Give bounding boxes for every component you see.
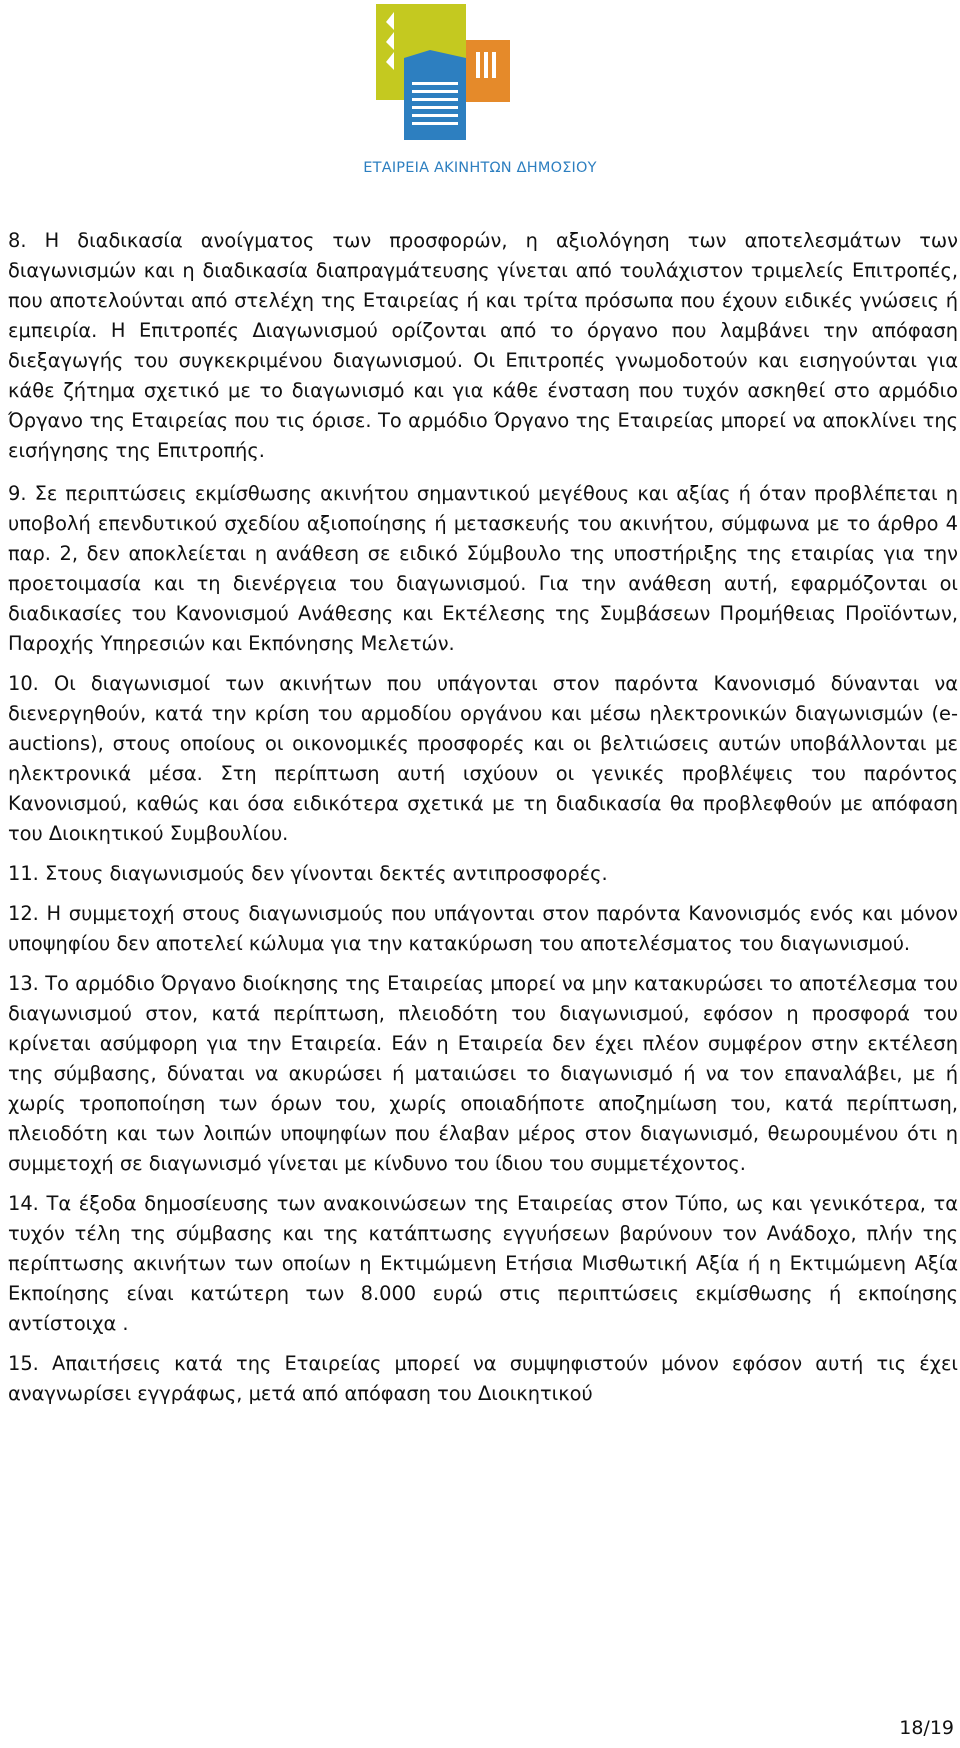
paragraph-11: 11. Στους διαγωνισμούς δεν γίνονται δεκτές αντιπροσφορές. [8, 862, 608, 885]
document-body [8, 226, 958, 1419]
logo-blue-house [404, 50, 466, 140]
paragraph-8: 8. Η διαδικασία ανοίγματος των προσφορών, η αξιολόγηση των αποτελεσμάτων των διαγωνισμών και η διαδικασία διαπραγμάτευσης γίνεται από τουλάχιστον τριμελείς Επιτροπές, που αποτελούνται από στελέχη της Εταιρείας ή και τρίτα πρόσωπα που έχουν ειδικές γνώσεις ή εμπειρία. Η Επιτροπές Διαγωνισμού ορίζονται από το όργανο που λαμβάνει την απόφαση διεξαγωγής του συγκεκριμένου διαγωνισμού. Οι Επιτροπές γνωμοδοτούν και εισηγούνται για κάθε ζήτημα σχετικό με το διαγωνισμό και για κάθε ένσταση που τυχόν ασκηθεί στο αρμόδιο Όργανο της Εταιρείας που τις όρισε. Το αρμόδιο Όργανο της Εταιρείας μπορεί να αποκλίνει της εισήγησης της Επιτροπής. [8, 229, 958, 462]
logo-mark-icon [350, 0, 610, 160]
logo-caption: ΕΤΑΙΡΕΙΑ ΑΚΙΝΗΤΩΝ ΔΗΜΟΣΙΟΥ [363, 160, 597, 176]
paragraph-9: 9. Σε περιπτώσεις εκμίσθωσης ακινήτου σημαντικού μεγέθους και αξίας ή όταν προβλέπεται η υποβολή επενδυτικού σχεδίου αξιοποίησης ή μετασκευής του ακινήτου, σύμφωνα με το άρθρο 4 παρ. 2, δεν αποκλείεται η ανάθεση σε ειδικό Σύμβουλο της υποστήριξης της εταιρίας για την προετοιμασία και τη διενέργεια του διαγωνισμού. Για την ανάθεση αυτή, εφαρμόζονται οι διαδικασίες του Κανονισμού Ανάθεσης και Εκτέλεσης της Συμβάσεων Προμήθειας Προϊόντων, Παροχής Υπηρεσιών και Εκπόνησης Μελετών. [8, 482, 958, 655]
paragraph-13: 13. Το αρμόδιο Όργανο διοίκησης της Εταιρείας μπορεί να μην κατακυρώσει το αποτέλεσμα του διαγωνισμού στον, κατά περίπτωση, πλειοδότη του διαγωνισμού, εφόσον η προσφορά του κρίνεται ασύμφορη για την Εταιρεία. Εάν η Εταιρεία δεν έχει πλέον συμφέρον στην εκτέλεση της σύμβασης, δύναται να ακυρώσει ή ματαιώσει το διαγωνισμό ή να τον επαναλάβει, με ή χωρίς τροποποίηση των όρων του, χωρίς οποιαδήποτε αποζημίωση του, κατά περίπτωση, πλειοδότη και των λοιπών υποψηφίων που έλαβαν μέρος στον διαγωνισμό, θεωρουμένου ότι η συμμετοχή σε διαγωνισμό γίνεται με κίνδυνο του ίδιου του συμμετέχοντος. [8, 972, 958, 1175]
page-number: 18/19 [899, 1717, 954, 1739]
paragraph-15: 15. Απαιτήσεις κατά της Εταιρείας μπορεί να συμψηφιστούν μόνον εφόσον αυτή τις έχει αναγνωρίσει εγγράφως, μετά από απόφαση του Διοικητικού [8, 1352, 958, 1405]
company-logo [350, 0, 610, 185]
paragraph-10: 10. Οι διαγωνισμοί των ακινήτων που υπάγονται στον παρόντα Κανονισμό δύνανται να διενεργηθούν, κατά την κρίση του αρμοδίου οργάνου και μέσω ηλεκτρονικών διαγωνισμών (e- auctions), στους οποίους οι οικονομικές προσφορές και οι βελτιώσεις αυτών υποβάλλονται με ηλεκτρονικά μέσα. Στη περίπτωση αυτή ισχύουν οι γενικές προβλέψεις του παρόντος Κανονισμού, καθώς και όσα ειδικότερα σχετικά με τη διαδικασία θα προβλεφθούν με απόφαση του Διοικητικού Συμβουλίου. [8, 672, 958, 845]
paragraph-12: 12. Η συμμετοχή στους διαγωνισμούς που υπάγονται στον παρόντα Κανονισμός ενός και μόνον υποψηφίου δεν αποτελεί κώλυμα για την κατακύρωση του αποτελέσματος του διαγωνισμού. [8, 902, 958, 955]
paragraph-14: 14. Τα έξοδα δημοσίευσης των ανακοινώσεων της Εταιρείας στον Τύπο, ως και γενικότερα, τα τυχόν τέλη της σύμβασης και της κατάπτωσης εγγυήσεων βαρύνουν τον Ανάδοχο, πλήν της περίπτωσης ακινήτων των οποίων η Εκτιμώμενη Ετήσια Μισθωτική Αξία ή η Εκτιμώμενη Αξία Εκποίησης είναι κατώτερη των 8.000 ευρώ στις περιπτώσεις εκμίσθωσης ή εκποίησης αντίστοιχα . [8, 1192, 958, 1335]
